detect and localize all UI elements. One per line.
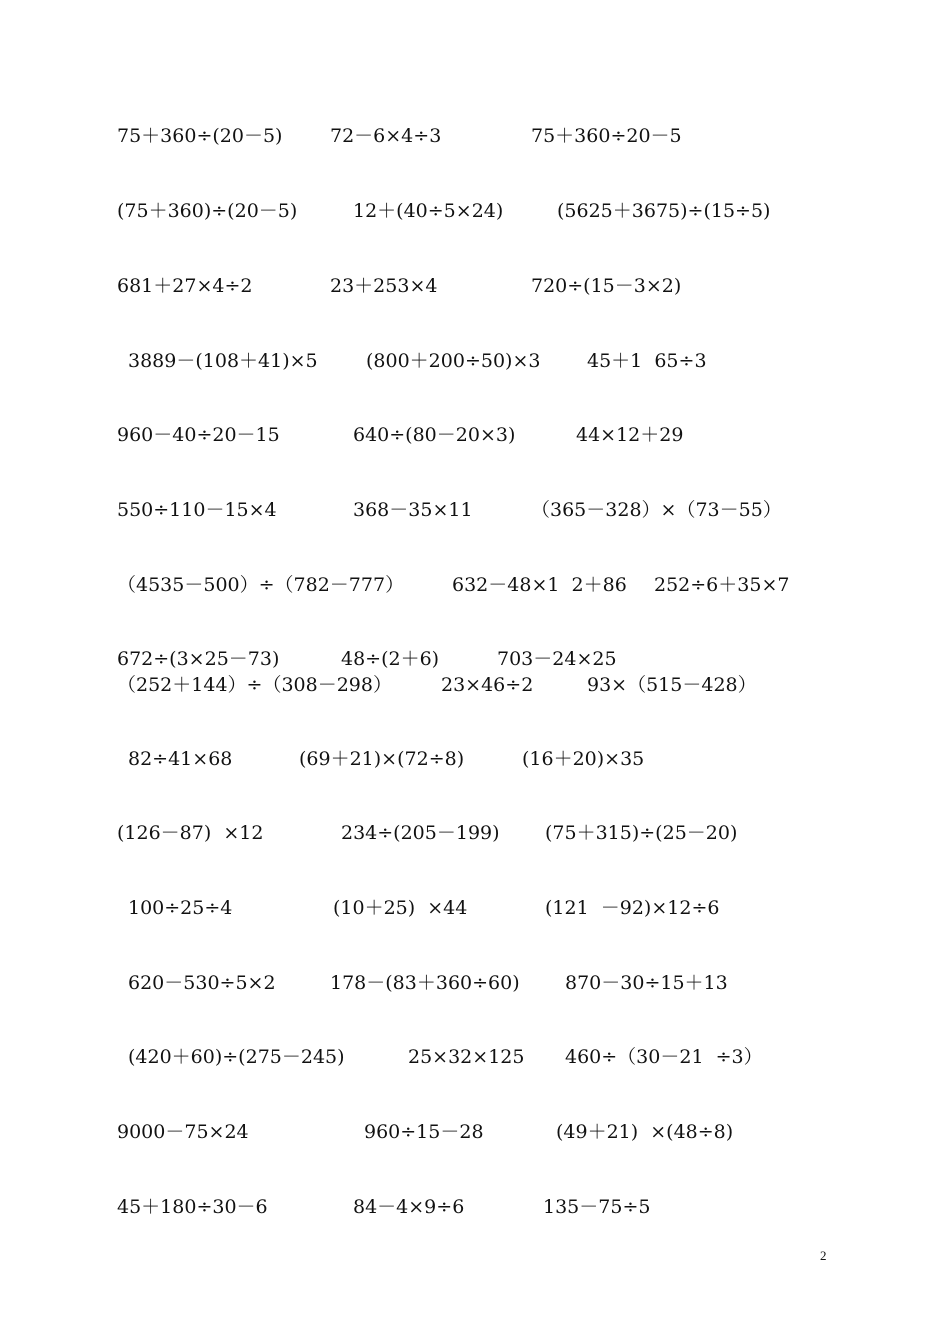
exercise-row-9 [0, 671, 950, 699]
expression: 178－(83＋360÷60) [330, 972, 520, 994]
expression: 960－40÷20－15 [117, 424, 280, 446]
expression: 703－24×25 [497, 648, 617, 670]
expression: (121 －92)×12÷6 [545, 897, 720, 919]
exercise-row-7 [0, 571, 950, 599]
expression: （365－328）×（73－55） [531, 499, 782, 521]
exercise-row-12 [0, 894, 950, 922]
expression: 100÷25÷4 [128, 897, 233, 919]
expression: 45＋180÷30－6 [117, 1196, 268, 1218]
exercise-row-16 [0, 1193, 950, 1221]
expression: (69＋21)×(72÷8) [299, 748, 465, 770]
expression: 870－30÷15＋13 [565, 972, 728, 994]
expression: 9000－75×24 [117, 1121, 249, 1143]
expression: 632－48×1 2＋86 [452, 574, 627, 596]
exercise-row-6 [0, 496, 950, 524]
expression: 48÷(2＋6) [341, 648, 440, 670]
exercise-row-8 [0, 645, 950, 673]
expression: (800＋200÷50)×3 [366, 350, 541, 372]
exercise-row-15 [0, 1118, 950, 1146]
exercise-row-1 [0, 122, 950, 150]
expression: (420＋60)÷(275－245) [128, 1046, 345, 1068]
expression: 93×（515－428） [587, 674, 757, 696]
expression: (49＋21) ×(48÷8) [556, 1121, 734, 1143]
exercise-row-4 [0, 347, 950, 375]
expression: (10＋25) ×44 [333, 897, 468, 919]
page-number: 2 [820, 1248, 827, 1263]
expression: (5625＋3675)÷(15÷5) [557, 200, 771, 222]
expression: 368－35×11 [353, 499, 473, 521]
exercise-row-10 [0, 745, 950, 773]
expression: 44×12＋29 [576, 424, 684, 446]
expression: (75＋360)÷(20－5) [117, 200, 298, 222]
expression: 620－530÷5×2 [128, 972, 276, 994]
exercise-row-11 [0, 819, 950, 847]
exercise-row-3 [0, 272, 950, 300]
expression: 234÷(205－199) [341, 822, 500, 844]
expression: 75＋360÷20－5 [531, 125, 682, 147]
expression: 23×46÷2 [441, 674, 534, 696]
expression: （4535－500）÷（782－777） [117, 574, 405, 596]
expression: 960÷15－28 [364, 1121, 484, 1143]
expression: (126－87) ×12 [117, 822, 264, 844]
expression: (16＋20)×35 [522, 748, 645, 770]
exercise-row-2 [0, 197, 950, 225]
exercise-row-5 [0, 421, 950, 449]
expression: 460÷（30－21 ÷3） [565, 1046, 763, 1068]
exercise-row-14 [0, 1043, 950, 1071]
expression: 135－75÷5 [543, 1196, 651, 1218]
expression: 550÷110－15×4 [117, 499, 277, 521]
expression: 25×32×125 [408, 1046, 525, 1068]
expression: 23＋253×4 [330, 275, 438, 297]
expression: 720÷(15－3×2) [531, 275, 682, 297]
expression: (75＋315)÷(25－20) [545, 822, 738, 844]
expression: 3889－(108＋41)×5 [128, 350, 318, 372]
expression: 12＋(40÷5×24) [353, 200, 504, 222]
expression: 84－4×9÷6 [353, 1196, 465, 1218]
expression: 45＋1 65÷3 [587, 350, 707, 372]
exercise-row-13 [0, 969, 950, 997]
expression: 672÷(3×25－73) [117, 648, 280, 670]
expression: 82÷41×68 [128, 748, 233, 770]
expression: 252÷6＋35×7 [654, 574, 790, 596]
expression: 72－6×4÷3 [330, 125, 442, 147]
expression: 640÷(80－20×3) [353, 424, 516, 446]
expression: （252＋144）÷（308－298） [117, 674, 392, 696]
expression: 681＋27×4÷2 [117, 275, 253, 297]
expression: 75＋360÷(20－5) [117, 125, 283, 147]
